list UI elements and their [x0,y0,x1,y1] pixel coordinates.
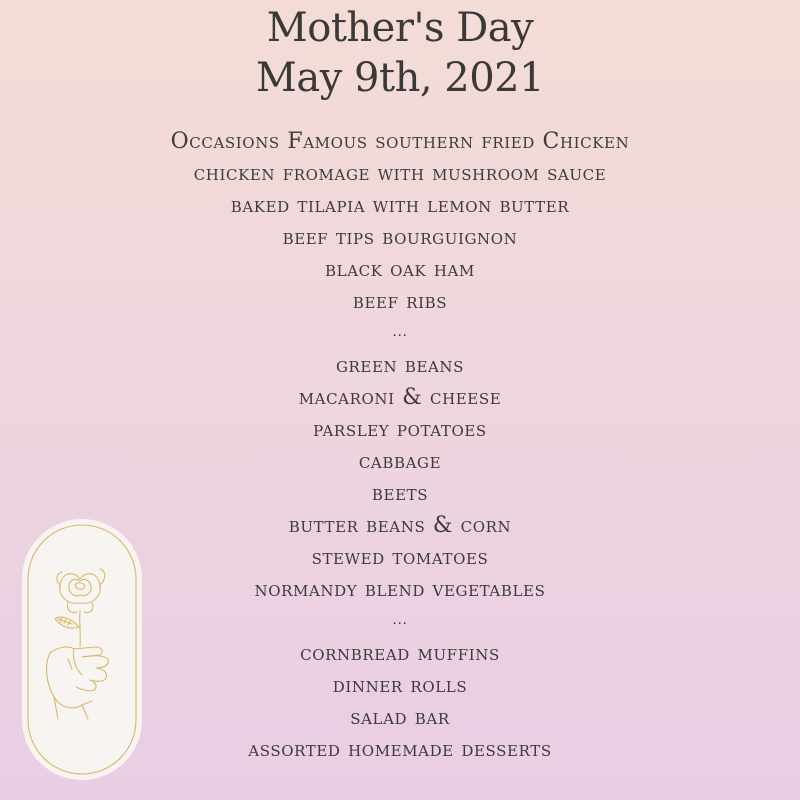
menu-item: assorted homemade desserts [248,737,552,762]
menu-item: beef tips bourguignon [282,225,518,250]
menu-item: beef ribs [352,289,448,314]
menu-item: baked tilapia with lemon butter [230,193,570,218]
menu-item: normandy blend vegetables [254,577,546,602]
menu-item: butter beans & corn [288,513,512,538]
menu-item: parsley potatoes [313,417,487,442]
menu-item: cabbage [358,449,442,474]
menu-item: cornbread muffins [300,641,500,666]
menu-item: green beans [335,353,465,378]
rose-in-hand-icon [22,519,142,780]
menu-item: beets [371,481,429,506]
menu-item: stewed tomatoes [311,545,489,570]
menu-item: macaroni & cheese [298,385,502,410]
page-title: Mother's Day [266,5,534,51]
menu-item: dinner rolls [332,673,468,698]
menu-separator: ... [392,612,408,628]
menu-item: black oak ham [325,257,475,282]
menu-item: salad bar [350,705,450,730]
menu-item: Occasions Famous southern fried Chicken [170,129,630,154]
decorative-badge [22,519,142,780]
menu-item: chicken fromage with mushroom sauce [193,161,607,186]
page-subtitle-date: May 9th, 2021 [255,55,545,101]
menu-separator: ... [392,324,408,340]
